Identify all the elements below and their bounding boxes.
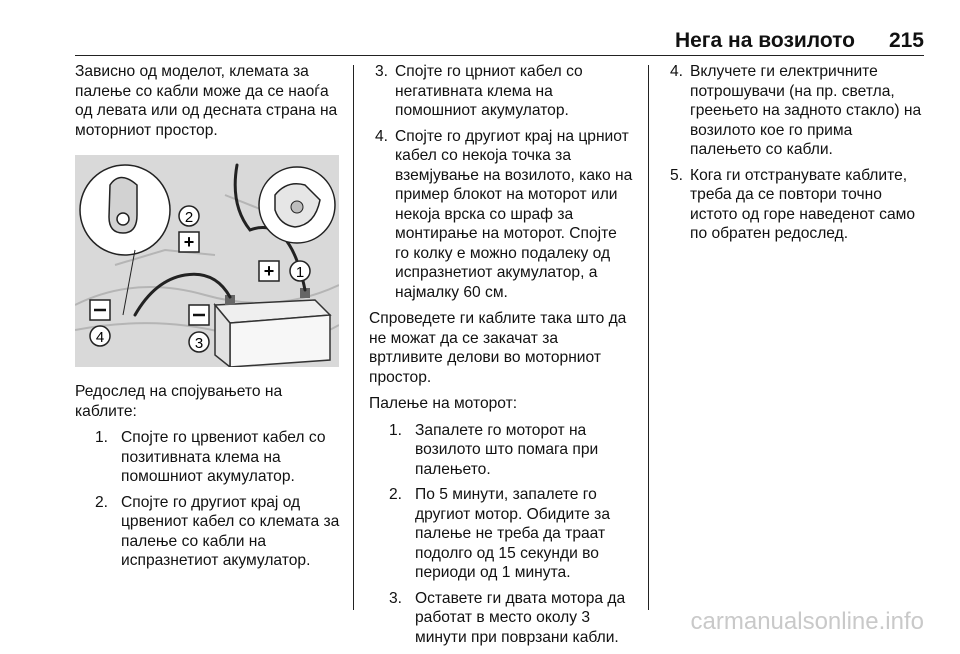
step-number: 1. (389, 421, 403, 439)
step-text: Кога ги отстранувате каблите, треба да се повтори точно истото од горе наведенот само по обратен редослед. (690, 166, 916, 242)
svg-text:+: + (263, 261, 275, 281)
list-item (664, 166, 926, 244)
callout-1-label: 1 (295, 264, 305, 281)
list-item (369, 485, 635, 583)
watermark: carmanualsonline.info (690, 608, 924, 635)
step-number: 4. (375, 127, 389, 145)
column-divider-2 (648, 65, 649, 610)
list-item (369, 589, 635, 648)
step-text: Запалете го моторот на возилото што помага при палењето. (415, 421, 599, 478)
list-item (75, 493, 341, 571)
header-rule (75, 55, 924, 56)
step-text: Спојте го црниот кабел со негативната клема на помошниот акумулатор. (395, 63, 583, 119)
step-number: 4. (670, 63, 684, 80)
final-steps (664, 62, 926, 244)
step-number: 5. (670, 166, 684, 184)
callout-3-label: 3 (194, 335, 204, 352)
step-text: Спојте го другиот крај на црниот кабел со некоја точка за вземјување на возилото, како на пример блокот на моторот или некоја врска со шраф за монтирање на моторот. Спојте го колку е можно подалеку од испразнетиот акумулатор, а најмалку 60 см. (395, 127, 633, 301)
connection-steps-2 (369, 62, 635, 302)
start-heading: Палење на моторот: (369, 395, 518, 412)
list-item (369, 421, 635, 480)
list-item (369, 62, 635, 121)
page-number: 215 (888, 29, 924, 52)
step-number: 2. (389, 486, 403, 503)
column-2 (369, 62, 635, 654)
jump-start-illustration (75, 155, 339, 367)
callout-4-label: 4 (95, 329, 105, 346)
svg-text:+: + (183, 232, 195, 252)
callout-2-label: 2 (184, 209, 194, 226)
positive-terminal-detail (259, 167, 335, 243)
step-text: Спојте го другиот крај од црвениот кабел со клемата за палење со кабли на испразнетиот акумулатор. (121, 493, 340, 569)
connection-steps-1 (75, 428, 341, 571)
order-heading: Редослед на спојувањето на каблите: (75, 383, 283, 420)
step-text: По 5 минути, запалете го другиот мотор. Обидите за палење не треба да траат подолго од 15 секунди во периоди од 1 минута. (415, 486, 610, 581)
step-text: Спојте го црвениот кабел со позитивната клема на помошниот акумулатор. (121, 429, 326, 485)
column-3 (664, 62, 926, 251)
list-item (369, 127, 635, 303)
step-number: 2. (95, 493, 109, 511)
page-title: Нега на возилото (674, 29, 855, 52)
page-header (0, 0, 960, 60)
column-divider-1 (353, 65, 354, 610)
step-text: Вклучете ги електричните потрошувачи (на пр. светла, греењето на задното стакло) на возилото кое го прима палењето со кабли. (690, 63, 922, 158)
routing-note: Спроведете ги каблите така што да не можат да се закачат за вртливите делови во моторниот простор. (369, 310, 627, 386)
step-number: 1. (95, 429, 109, 446)
intro-paragraph: Зависно од моделот, клемата за палење со кабли може да се наоѓа од левата или од десната страна на моторниот простор. (75, 63, 338, 139)
step-text: Оставете ги двата мотора да работат в место околу 3 минути при поврзани кабли. (415, 589, 626, 646)
step-number: 3. (389, 589, 403, 607)
column-1 (75, 62, 341, 578)
step-number: 3. (375, 63, 389, 80)
list-item (664, 62, 926, 160)
start-steps (369, 421, 635, 648)
list-item (75, 428, 341, 487)
